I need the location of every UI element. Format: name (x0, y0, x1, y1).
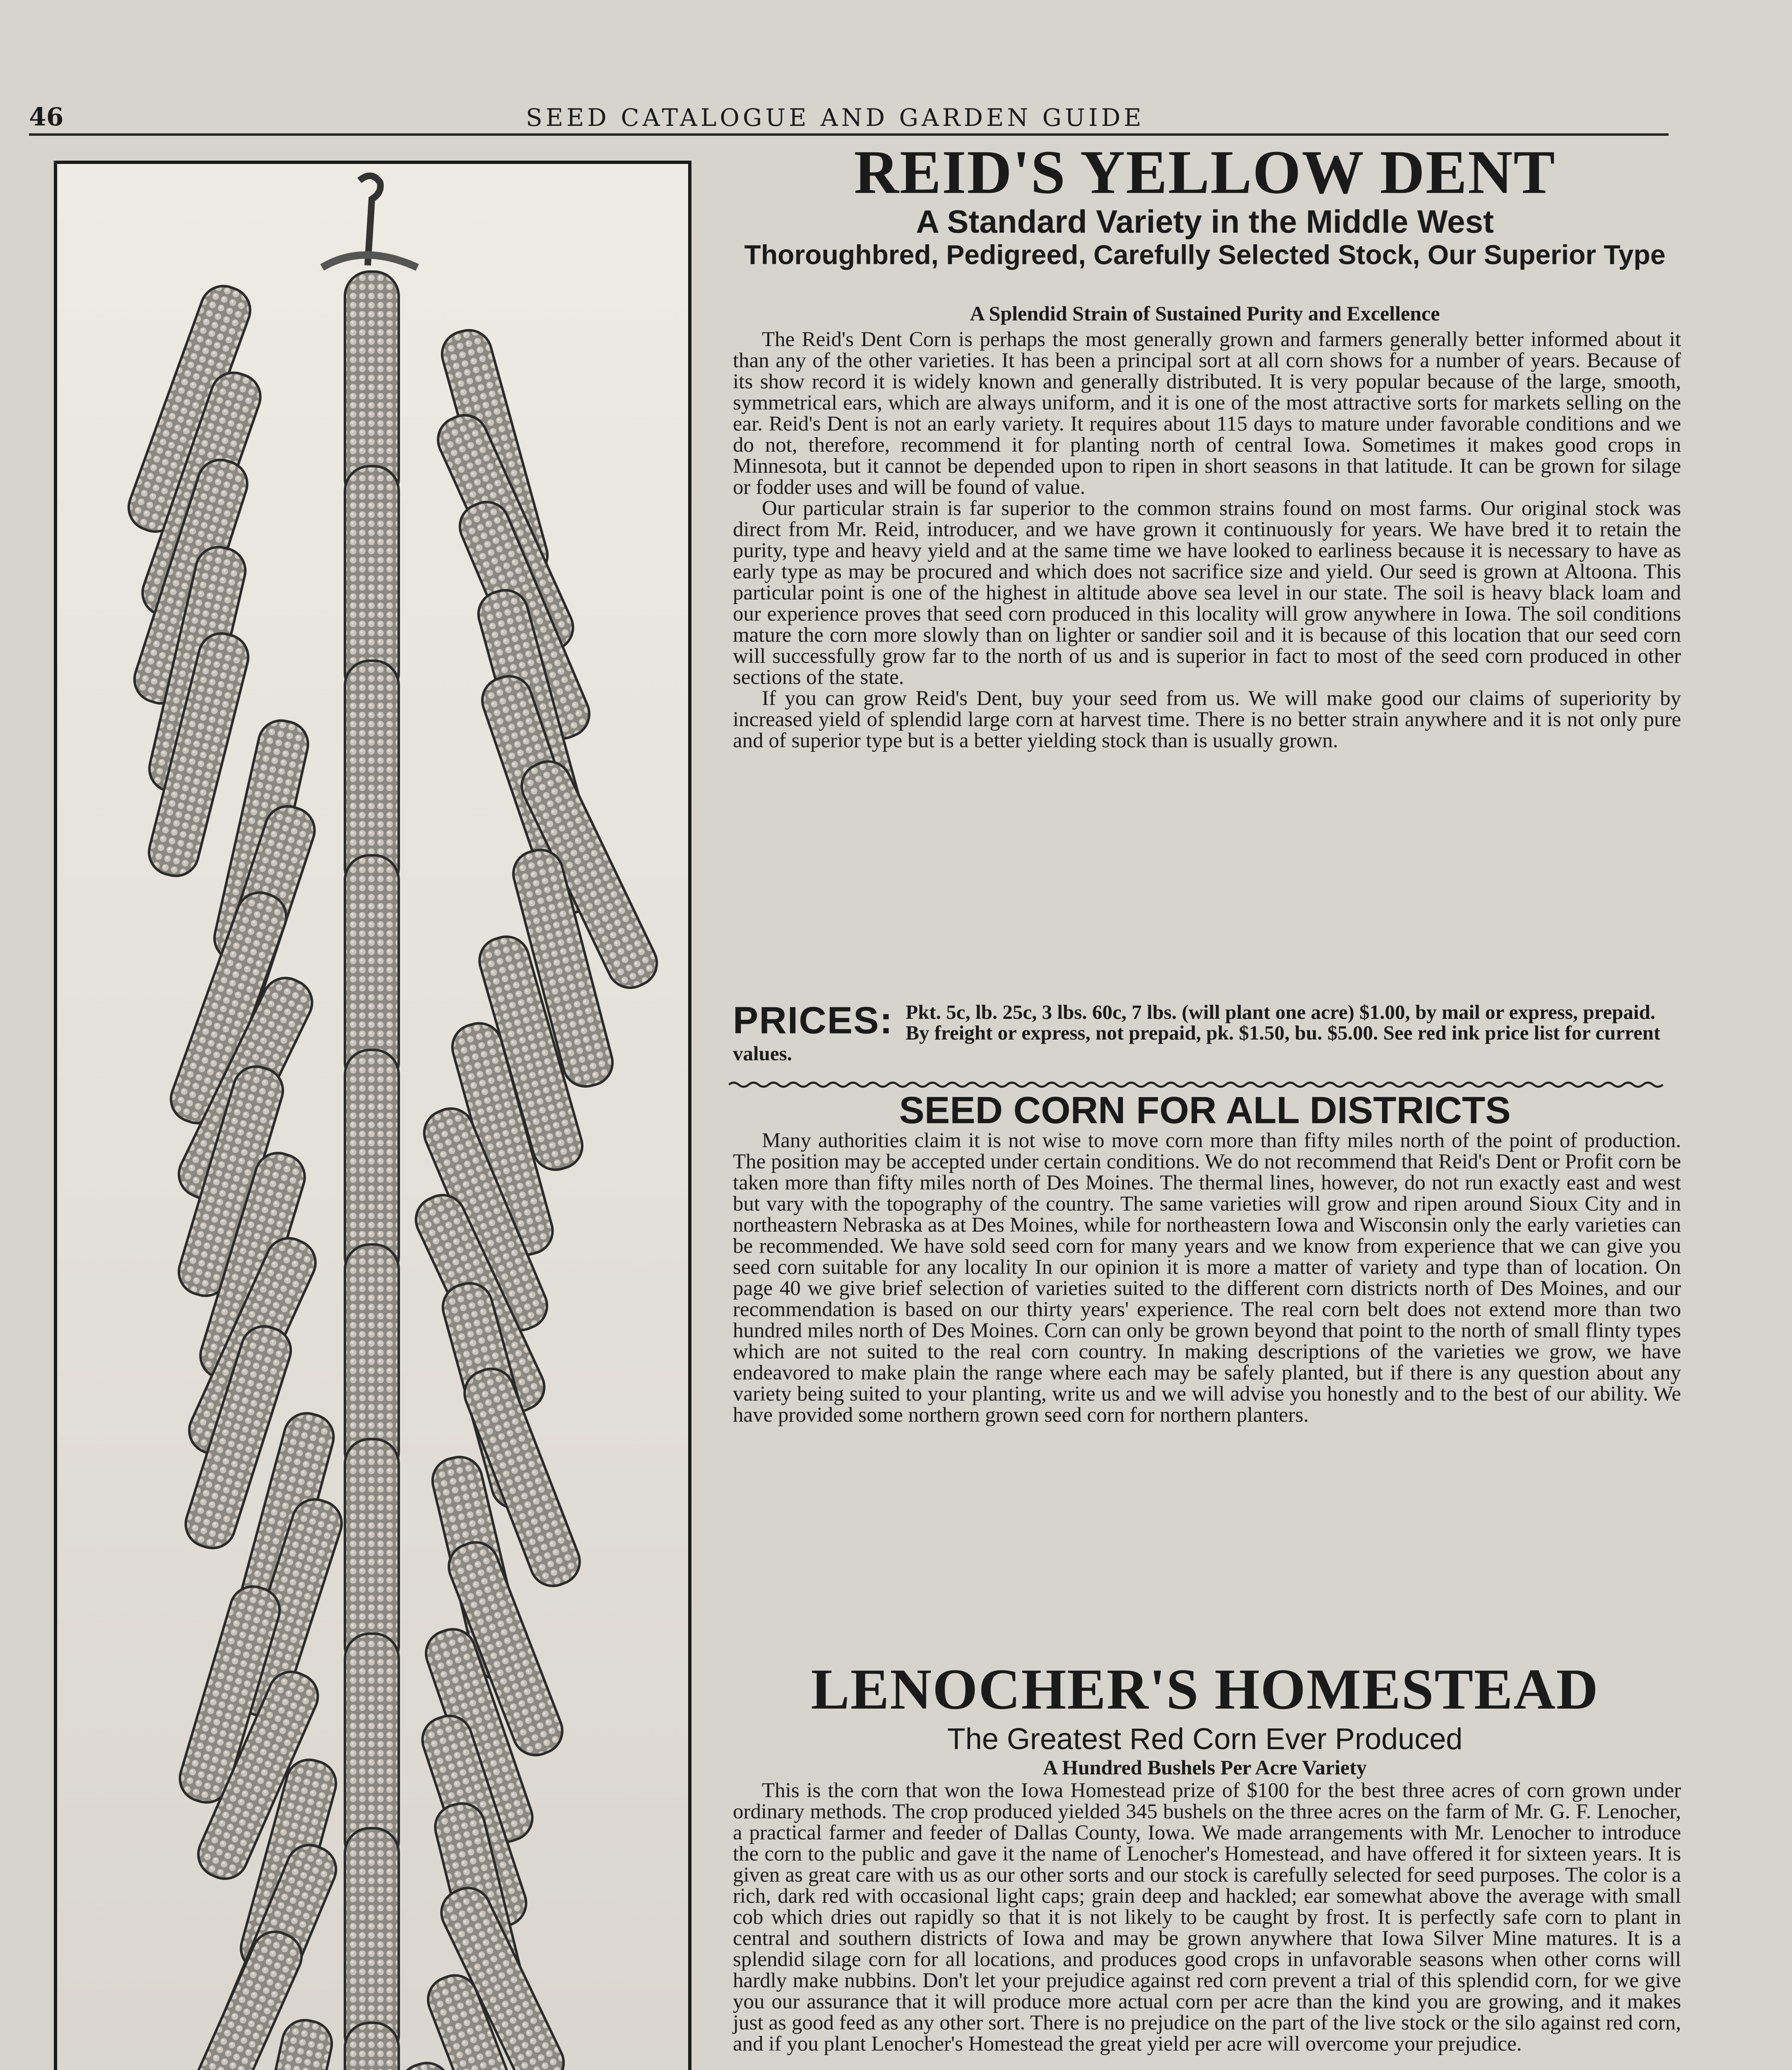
districts-body (733, 1130, 1681, 1426)
districts-paragraph: Many authorities claim it is not wise to move corn more than fifty miles north of the point of production. The position may be accepted under certain conditions. We do not recommend that Reid's Dent or Profit corn be taken more than fifty miles north of Des Moines. The thermal lines, however, do not run exactly east and west but vary with the topography of the country. The same varieties will grow and ripen around Sioux City and in northeastern Nebraska as at Des Moines, while for northeastern Iowa and Wisconsin only the early varieties can be recommended. We have sold seed corn for many years and we know from experience that we can give you seed corn suitable for any locality In our opinion it is more a matter of variety and type than of location. On page 40 we give brief selection of varieties suited to the different corn districts north of Des Moines, and our recommendation is based on our thirty years' experience. The real corn belt does not extend more than two hundred miles north of Des Moines. Corn can only be grown beyond that point to the north of small flinty types which are not suited to the real corn country. In making descriptions of the varieties we grow, we have endeavored to make plain the range where each may be safely planted, but if there is any question about any variety being suited to your planting, write us and we will advise you honestly and to the best of our ability. We have provided some northern grown seed corn for northern planters. (733, 1129, 1681, 1427)
wavy-divider (729, 1080, 1681, 1090)
page-number: 46 (29, 103, 64, 132)
reids-subtitle: A Standard Variety in the Middle West (916, 203, 1494, 240)
reids-prices-text: Pkt. 5c, lb. 25c, 3 lbs. 60c, 7 lbs. (will plant one acre) $1.00, by mail or express, prepaid. By freight or express, not prepaid, pk. $1.50, bu. $5.00. See red ink price list for current values. (733, 1001, 1661, 1065)
lenocher-tagline: A Hundred Bushels Per Acre Variety (1043, 1756, 1367, 1779)
running-head: SEED CATALOGUE AND GARDEN GUIDE (526, 104, 1145, 132)
lenocher-body (733, 1780, 1681, 2055)
reids-body (733, 329, 1681, 751)
header-rule (29, 133, 1669, 136)
lenocher-paragraph: This is the corn that won the Iowa Homestead prize of $100 for the best three acres of corn grown under ordinary methods. The crop produced yielded 345 bushels on the three acres on the farm of Mr. G. F. Lenocher, a practical farmer and feeder of Dallas County, Iowa. We made arrangements with Mr. Lenocher to introduce the corn to the public and gave it the name of Lenocher's Homestead, and have offered it for sixteen years. It is given as great care with us as our other sorts and our stock is carefully selected for seed purposes. The color is a rich, dark red with occasional light caps; grain deep and hackled; ear somewhat above the average with small cob which dries out rapidly so that it is not likely to be caught by frost. It is perfectly safe corn to plant in central and southern districts of Iowa and may be grown anywhere that Iowa Silver Mine matures. It is a splendid silage corn for all locations, and produces good crops in unfavorable seasons when other corns will hardly make nubbins. Don't let your prejudice against red corn prevent a trial of this splendid corn, for we give you our assurance that it will produce more actual corn per acre than the kind you are growing, and it makes just as good feed as any other sort. There is no prejudice on the part of the live stock or the silo against red corn, and if you plant Lenocher's Homestead the great yield per acre will overcome your prejudice. (733, 1779, 1681, 2056)
reids-paragraph-3: If you can grow Reid's Dent, buy your seed from us. We will make good our claims of superiority by increased yield of splendid large corn at harvest time. There is no better strain anywhere and it is not only pure and of superior type but is a better yielding stock than is usually grown. (733, 687, 1681, 752)
corn-ear (345, 2023, 399, 2070)
lenocher-subtitle: The Greatest Red Corn Ever Produced (947, 1723, 1463, 1756)
reids-paragraph-1: The Reid's Dent Corn is perhaps the most generally grown and farmers generally better informed about it than any of the other varieties. It has been a principal sort at all corn shows for a number of years. Because of its show record it is widely known and generally distributed. It is very popular because of the large, smooth, symmetrical ears, which are always uniform, and it is one of the most attractive sorts for markets selling on the ear. Reid's Dent is not an early variety. It requires about 115 days to mature under favorable conditions and we do not, therefore, recommend it for planting north of central Iowa. Sometimes it makes good crops in Minnesota, but it cannot be depended upon to ripen in short seasons in that latitude. It can be grown for silage or fodder uses and will be found of value. (733, 328, 1681, 499)
reids-prices (733, 999, 1681, 1065)
corn-photo-drawing (57, 164, 688, 2070)
reids-subtitle-2: Thoroughbred, Pedigreed, Carefully Selected Stock, Our Superior Type (744, 239, 1666, 270)
lenocher-title: LENOCHER'S HOMESTEAD (811, 1657, 1599, 1721)
reids-title: REID'S YELLOW DENT (854, 138, 1556, 207)
reids-prices-label: PRICES: (733, 999, 894, 1042)
corn-photo (54, 161, 691, 2070)
districts-title: SEED CORN FOR ALL DISTRICTS (899, 1089, 1511, 1131)
reids-paragraph-2: Our particular strain is far superior to the common strains found on most farms. Our original stock was direct from Mr. Reid, introducer, and we have grown it continuously for years. We have bred it to retain the purity, type and heavy yield and at the same time we have looked to earliness because it is necessary to have as early type as may be procured and which does not sacrifice size and yield. Our seed is grown at Altoona. This particular point is one of the highest in altitude above sea level in our state. The soil is heavy black loam and our experience proves that seed corn produced in this locality will grow anywhere in Iowa. The soil conditions mature the corn more slowly than on lighter or sandier soil and it is because of this location that our seed corn will successfully grow far to the north of us and is superior in fact to most of the seed corn produced in other sections of the state. (733, 497, 1681, 689)
reids-tagline: A Splendid Strain of Sustained Purity and Excellence (970, 302, 1440, 325)
